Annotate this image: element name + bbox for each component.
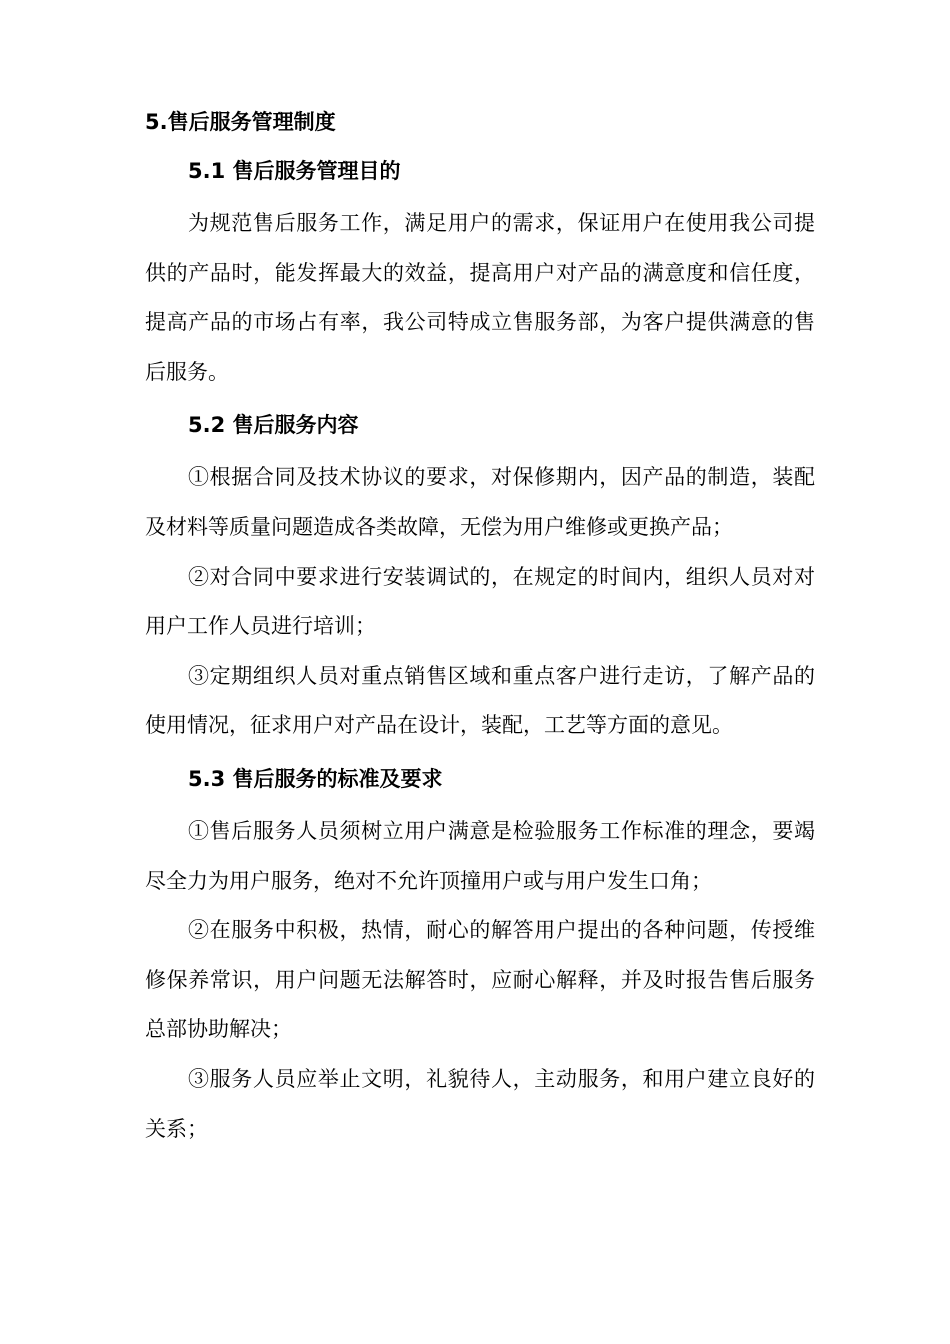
paragraph-content-item-3: ③定期组织人员对重点销售区域和重点客户进行走访，了解产品的使用情况，征求用户对产品在设计，装配，工艺等方面的意见。 bbox=[145, 663, 815, 738]
paragraph-standard-item-2: ②在服务中积极，热情，耐心的解答用户提出的各种问题，传授维修保养常识，用户问题无法解答时，应耐心解释，并及时报告售后服务总部协助解决； bbox=[145, 918, 815, 1042]
paragraph-content-item-2: ②对合同中要求进行安装调试的，在规定的时间内，组织人员对对用户工作人员进行培训； bbox=[145, 564, 815, 639]
document-page bbox=[145, 101, 815, 1154]
paragraph-content-item-1: ①根据合同及技术协议的要求，对保修期内，因产品的制造，装配及材料等质量问题造成各类故障，无偿为用户维修或更换产品； bbox=[145, 465, 815, 539]
section-heading-5-3: 5.3 售后服务的标准及要求 bbox=[188, 766, 443, 791]
paragraph-purpose: 为规范售后服务工作，满足用户的需求，保证用户在使用我公司提供的产品时，能发挥最大的效益，提高用户对产品的满意度和信任度，提高产品的市场占有率，我公司特成立售服务部，为客户提供满意的售后服务。 bbox=[145, 211, 815, 384]
section-heading-5-2: 5.2 售后服务内容 bbox=[188, 413, 359, 438]
document-title: 5.售后服务管理制度 bbox=[145, 110, 336, 134]
paragraph-standard-item-1: ①售后服务人员须树立用户满意是检验服务工作标准的理念，要竭尽全力为用户服务，绝对不允许顶撞用户或与用户发生口角； bbox=[145, 818, 815, 893]
section-heading-5-1: 5.1 售后服务管理目的 bbox=[188, 159, 401, 183]
paragraph-standard-item-3: ③服务人员应举止文明，礼貌待人，主动服务，和用户建立良好的关系； bbox=[145, 1066, 815, 1141]
